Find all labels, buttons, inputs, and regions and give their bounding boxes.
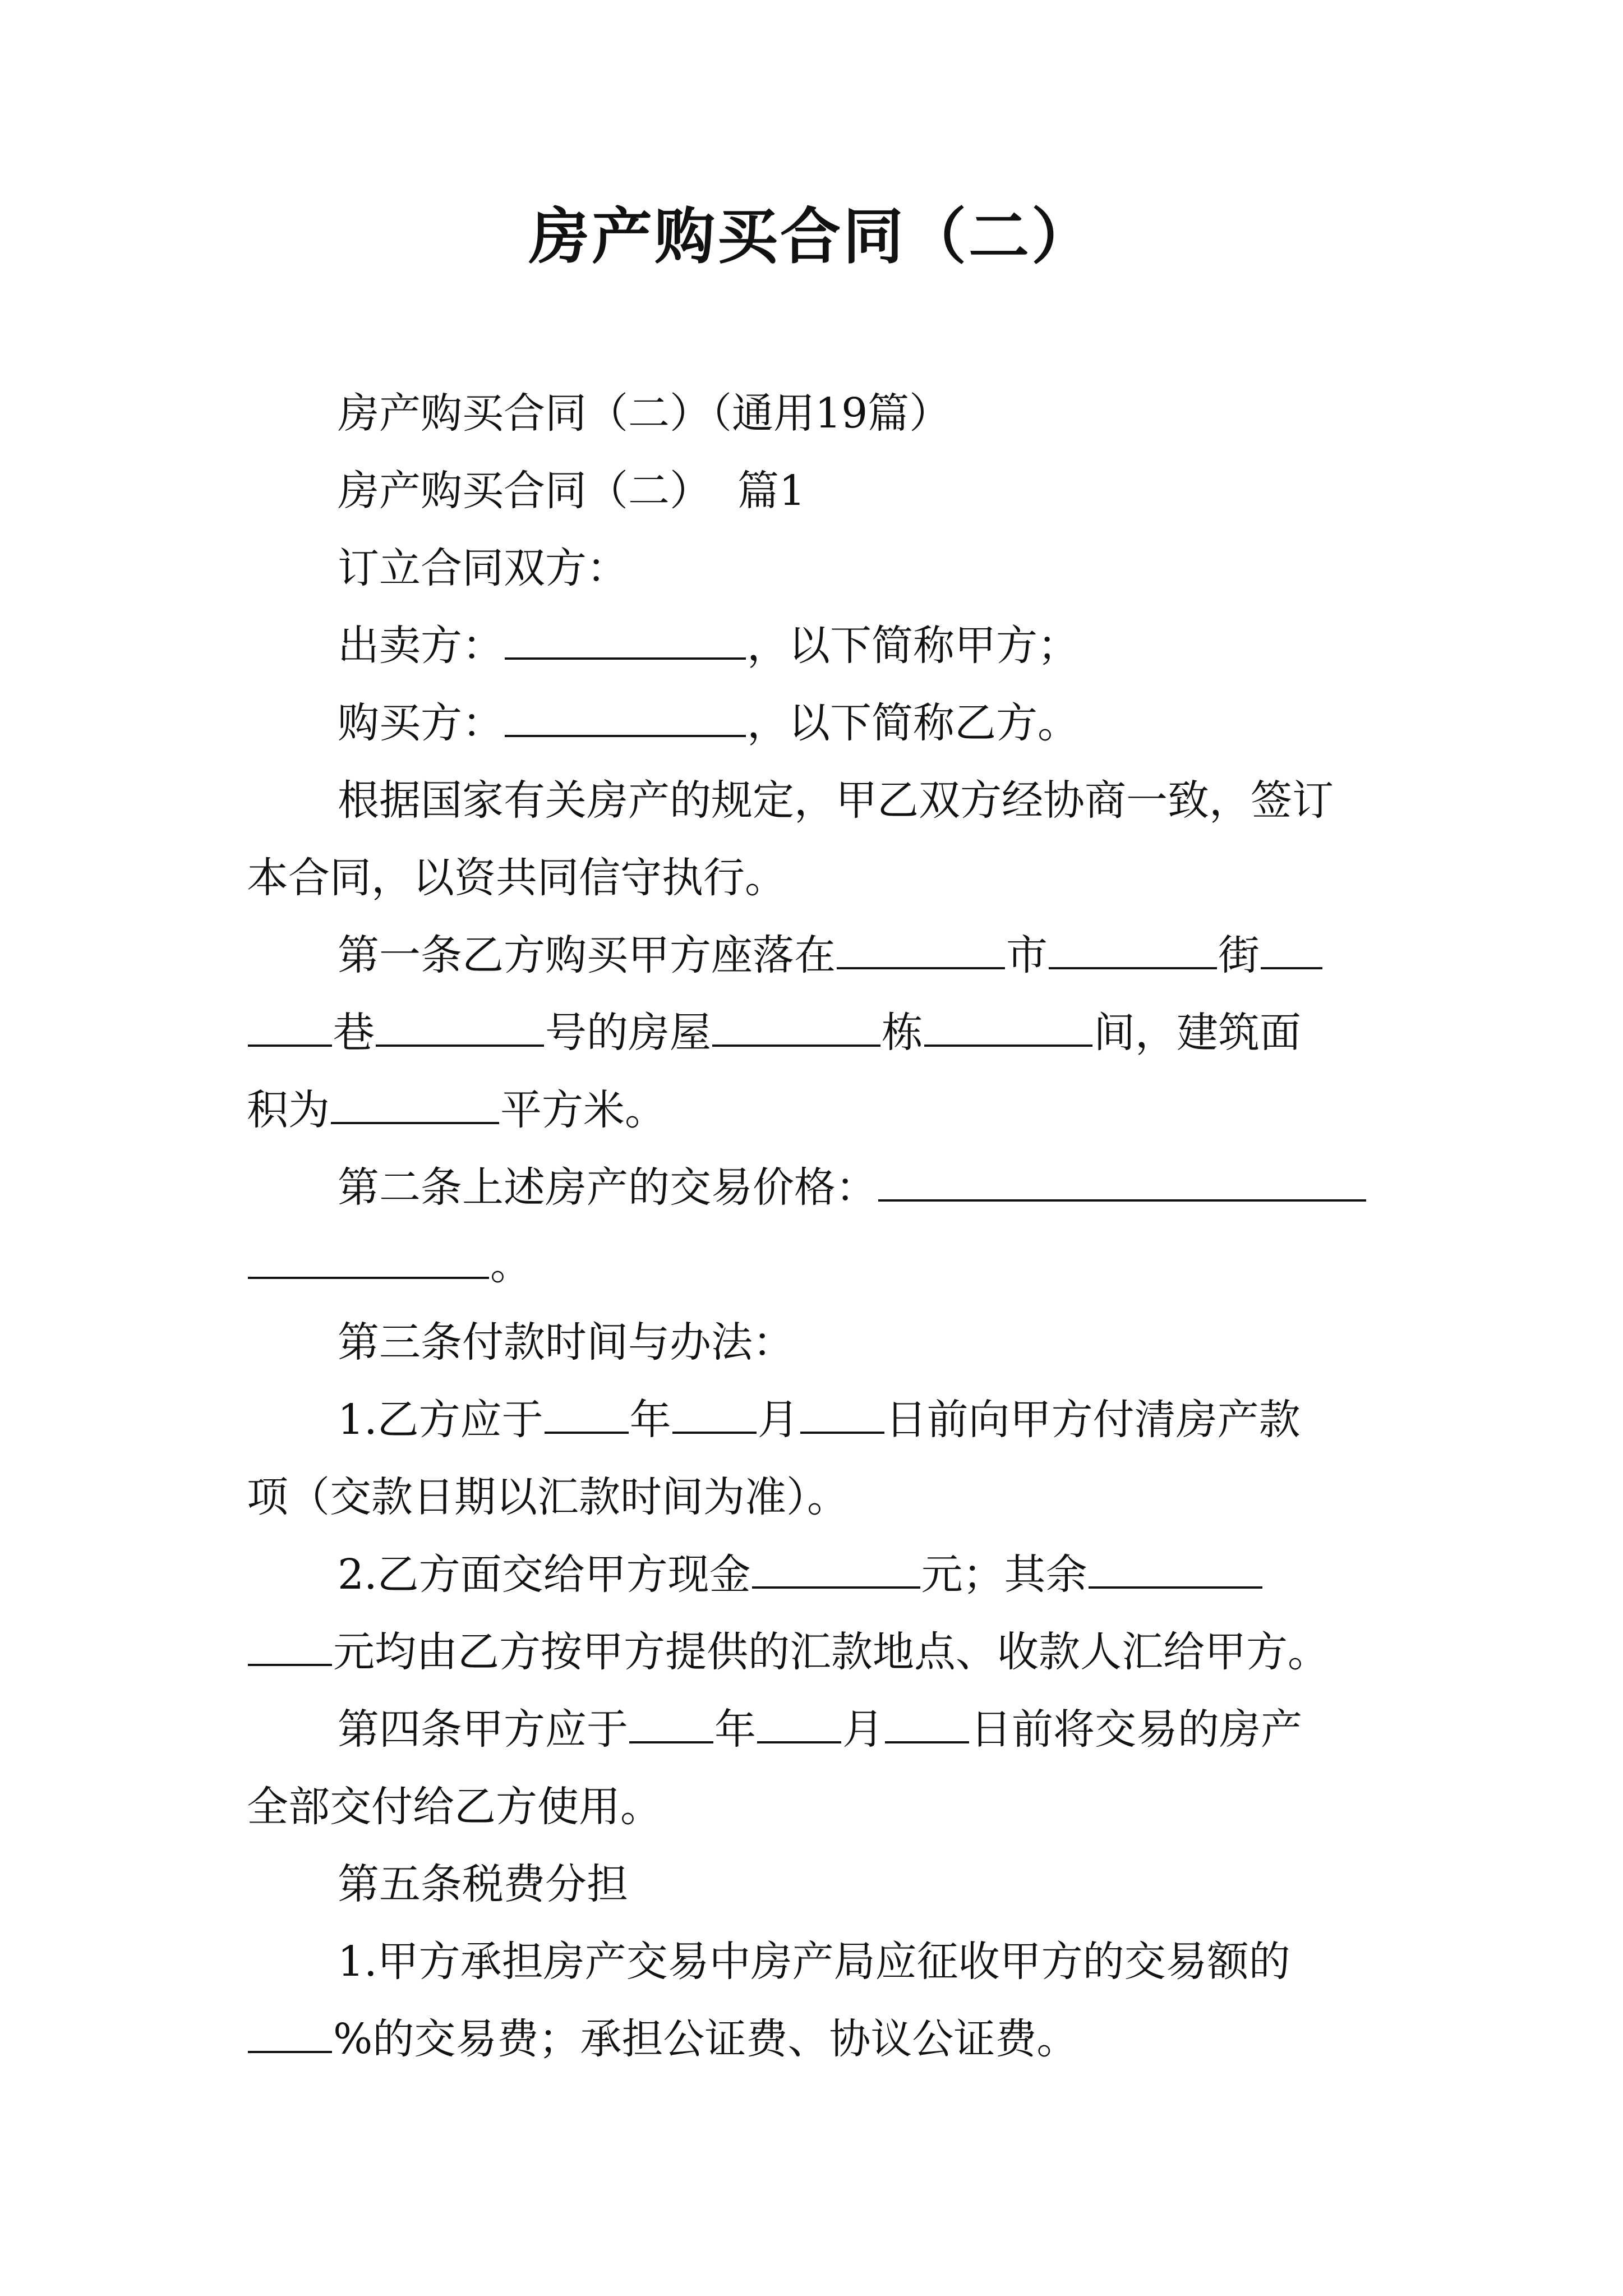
street-label: 街	[1218, 931, 1260, 979]
year-label: 年	[629, 1396, 671, 1444]
remainder-blank-continued	[248, 1629, 332, 1666]
article-2	[247, 1149, 1391, 1226]
buyer-label: 购买方：	[338, 699, 504, 747]
article-3-item-2-line2	[247, 1613, 1391, 1691]
article-1-line3	[247, 1071, 1391, 1149]
seller-name-blank	[505, 623, 746, 660]
deliver-year-blank	[629, 1706, 713, 1743]
parties-intro	[247, 530, 1391, 607]
seller-suffix: ，以下简称甲方；	[747, 622, 1079, 670]
article-5-title	[247, 1846, 1391, 1923]
article-5-item-1-text: 1.甲方承担房产交易中房产局应征收甲方的交易额的	[338, 1938, 1290, 1986]
room-blank	[924, 1010, 1092, 1047]
article-2-text: 第二条上述房产的交易价格：	[338, 1163, 877, 1212]
area-unit: 平方米。	[500, 1086, 666, 1134]
lane-blank-end	[248, 1010, 332, 1047]
parties-intro-text: 订立合同双方：	[338, 544, 628, 592]
lane-label: 巷	[333, 1009, 375, 1057]
city-label: 市	[1006, 931, 1048, 979]
number-blank	[376, 1010, 544, 1047]
area-label: 积为	[247, 1086, 330, 1134]
preamble-line2: 本合同，以资共同信守执行。	[247, 854, 786, 902]
item-2-text: 2.乙方面交给甲方现金	[338, 1550, 751, 1599]
article-1	[247, 917, 1391, 994]
seller-line	[247, 607, 1391, 684]
cash-unit: 元；其余	[921, 1550, 1087, 1599]
article-1-line2	[247, 994, 1391, 1071]
building-label: 栋	[882, 1009, 923, 1057]
item-2-continuation: 元均由乙方按甲方提供的汇款地点、收款人汇给甲方。	[333, 1628, 1329, 1676]
pay-year-blank	[545, 1397, 629, 1434]
pay-day-blank	[800, 1397, 884, 1434]
preamble-continuation	[247, 839, 1391, 917]
fee-percent-blank	[248, 2016, 332, 2053]
article-3-title-text: 第三条付款时间与办法：	[338, 1318, 794, 1366]
article-3-item-1	[247, 1381, 1391, 1458]
article-2-end: 。	[490, 1241, 532, 1289]
article-5-title-text: 第五条税费分担	[338, 1860, 628, 1908]
item-1-text: 1.乙方应于	[338, 1396, 543, 1444]
room-label: 间，建筑面	[1094, 1009, 1301, 1057]
price-blank-continued	[248, 1242, 489, 1279]
year-label: 年	[714, 1705, 756, 1754]
cash-blank	[752, 1552, 920, 1589]
street-blank	[1049, 932, 1217, 969]
document-title: 房产购买合同（二）	[528, 201, 1094, 272]
article-4	[247, 1691, 1391, 1768]
subtitle-text: 房产购买合同（二）（通用19篇）	[338, 389, 951, 438]
house-label: 号的房屋	[545, 1009, 711, 1057]
article-5-item-1	[247, 1923, 1391, 2000]
remainder-blank	[1089, 1552, 1262, 1589]
building-blank	[712, 1010, 880, 1047]
seller-label: 出卖方：	[338, 622, 504, 670]
article-1-text: 第一条乙方购买甲方座落在	[338, 931, 836, 979]
lane-blank-start	[1261, 932, 1322, 969]
buyer-line	[247, 684, 1391, 762]
article-5-item-1-line2	[247, 2000, 1391, 2078]
article-3-item-2	[247, 1536, 1391, 1613]
article-4-text: 第四条甲方应于	[338, 1705, 628, 1754]
article-2-line2	[247, 1226, 1391, 1304]
article-3-item-1-line2	[247, 1458, 1391, 1536]
preamble-line1: 根据国家有关房产的规定，甲乙双方经协商一致，签订	[338, 776, 1334, 825]
city-blank	[837, 932, 1005, 969]
deliver-day-blank	[885, 1706, 969, 1743]
article-5-item-1-continuation: %的交易费；承担公证费、协议公证费。	[333, 2015, 1078, 2063]
subtitle-paragraph	[247, 375, 1391, 452]
buyer-suffix: ，以下简称乙方。	[747, 699, 1079, 747]
buyer-name-blank	[505, 700, 746, 737]
pay-month-blank	[672, 1397, 757, 1434]
area-blank	[331, 1087, 499, 1124]
document-body	[247, 375, 1391, 2078]
month-label: 月	[842, 1705, 884, 1754]
part-heading	[247, 452, 1391, 530]
deliver-month-blank	[757, 1706, 841, 1743]
article-4-continuation: 全部交付给乙方使用。	[247, 1783, 662, 1831]
part-heading-text: 房产购买合同（二） 篇1	[338, 467, 806, 515]
item-1-rest: 日前向甲方付清房产款	[885, 1396, 1301, 1444]
item-1-continuation: 项（交款日期以汇款时间为准）。	[247, 1473, 849, 1521]
preamble-paragraph	[247, 762, 1391, 839]
month-label: 月	[757, 1396, 799, 1444]
price-blank	[878, 1165, 1366, 1202]
article-3-title	[247, 1304, 1391, 1381]
article-4-line2	[247, 1768, 1391, 1846]
article-4-rest: 日前将交易的房产	[970, 1705, 1302, 1754]
